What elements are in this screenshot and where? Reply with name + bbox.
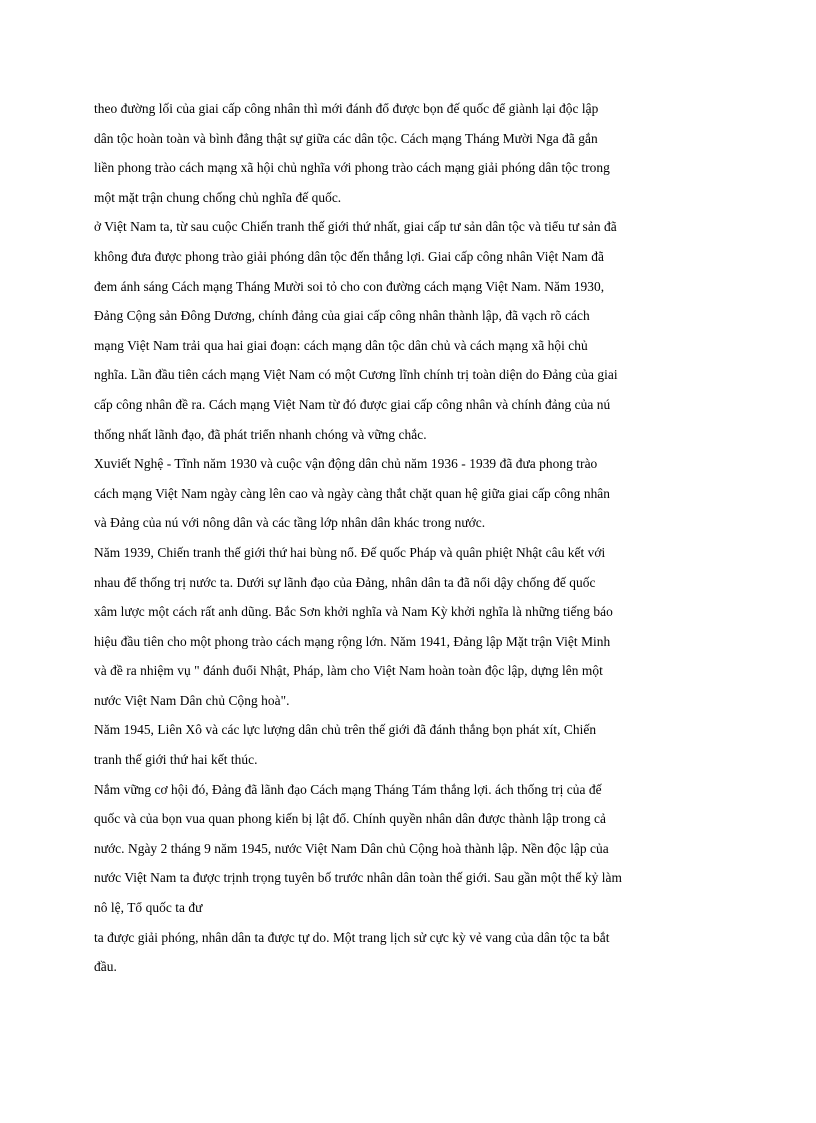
text-line: dân tộc hoàn toàn và bình đẳng thật sự giữa các dân tộc. Cách mạng Tháng Mười Nga đã gắn	[94, 130, 598, 146]
text-line: nước Việt Nam ta được trịnh trọng tuyên bố trước nhân dân toàn thế giới. Sau gần một thế kỷ làm	[94, 870, 622, 886]
text-line: đem ánh sáng Cách mạng Tháng Mười soi tỏ cho con đường cách mạng Việt Nam. Năm 1930,	[94, 278, 605, 294]
text-line: Năm 1945, Liên Xô và các lực lượng dân chủ trên thế giới đã đánh thắng bọn phát xít, Chiến	[94, 722, 597, 738]
text-line: cấp công nhân đề ra. Cách mạng Việt Nam từ đó được giai cấp công nhân và chính đảng của nú	[94, 396, 611, 412]
document-body	[94, 94, 726, 982]
text-line: không đưa được phong trào giải phóng dân tộc đến thắng lợi. Giai cấp công nhân Việt Nam đã	[94, 248, 604, 264]
text-line: Xuviết Nghệ - Tĩnh năm 1930 và cuộc vận động dân chủ năm 1936 - 1939 đã đưa phong trào	[94, 456, 598, 472]
text-line: ta được giải phóng, nhân dân ta được tự do. Một trang lịch sử cực kỳ vẻ vang của dân tộc ta bắt	[94, 929, 610, 945]
text-line: xâm lược một cách rất anh dũng. Bắc Sơn khởi nghĩa và Nam Kỳ khởi nghĩa là những tiếng báo	[94, 604, 613, 620]
text-line: theo đường lối của giai cấp công nhân thì mới đánh đổ được bọn đế quốc để giành lại độc lập	[94, 101, 599, 116]
text-line: thống nhất lãnh đạo, đã phát triển nhanh chóng và vững chắc.	[94, 426, 427, 442]
text-line: mạng Việt Nam trải qua hai giai đoạn: cách mạng dân tộc dân chủ và cách mạng xã hội chủ	[94, 337, 588, 353]
text-line: và Đảng của nú với nông dân và các tầng lớp nhân dân khác trong nước.	[94, 515, 486, 531]
text-line: liền phong trào cách mạng xã hội chủ nghĩa với phong trào cách mạng giải phóng dân tộc trong	[94, 160, 610, 176]
text-line: Năm 1939, Chiến tranh thế giới thứ hai bùng nổ. Đế quốc Pháp và quân phiệt Nhật câu kết với	[94, 544, 606, 560]
text-line: nô lệ, Tổ quốc ta đư	[94, 900, 203, 916]
text-line: một mặt trận chung chống chủ nghĩa đế quốc.	[94, 189, 342, 205]
text-line: Nắm vững cơ hội đó, Đảng đã lãnh đạo Cách mạng Tháng Tám thắng lợi. ách thống trị của đế	[94, 781, 602, 797]
text-line: Đảng Cộng sản Đông Dương, chính đảng của giai cấp công nhân thành lập, đã vạch rõ cách	[94, 308, 590, 324]
text-line: ở Việt Nam ta, từ sau cuộc Chiến tranh thế giới thứ nhất, giai cấp tư sản dân tộc và tiểu tư sản đã	[94, 219, 617, 235]
text-line: nước. Ngày 2 tháng 9 năm 1945, nước Việt Nam Dân chủ Cộng hoà thành lập. Nền độc lập của	[94, 840, 609, 856]
text-line: tranh thế giới thứ hai kết thúc.	[94, 752, 258, 768]
text-line: cách mạng Việt Nam ngày càng lên cao và ngày càng thắt chặt quan hệ giữa giai cấp công nhân	[94, 485, 611, 501]
text-line: hiệu đầu tiên cho một phong trào cách mạng rộng lớn. Năm 1941, Đảng lập Mặt trận Việt Minh	[94, 633, 611, 649]
text-line: quốc và của bọn vua quan phong kiến bị lật đổ. Chính quyền nhân dân được thành lập trong cả	[94, 811, 606, 827]
text-line: nhau để thống trị nước ta. Dưới sự lãnh đạo của Đảng, nhân dân ta đã nổi dậy chống đế quốc	[94, 574, 596, 590]
text-line: đầu.	[94, 959, 117, 975]
text-line: nghĩa. Lần đầu tiên cách mạng Việt Nam có một Cương lĩnh chính trị toàn diện do Đảng của giai	[94, 367, 618, 383]
text-line: và đề ra nhiệm vụ " đánh đuổi Nhật, Pháp, làm cho Việt Nam hoàn toàn độc lập, dựng lên một	[94, 663, 603, 679]
text-line: nước Việt Nam Dân chủ Cộng hoà".	[94, 692, 290, 708]
